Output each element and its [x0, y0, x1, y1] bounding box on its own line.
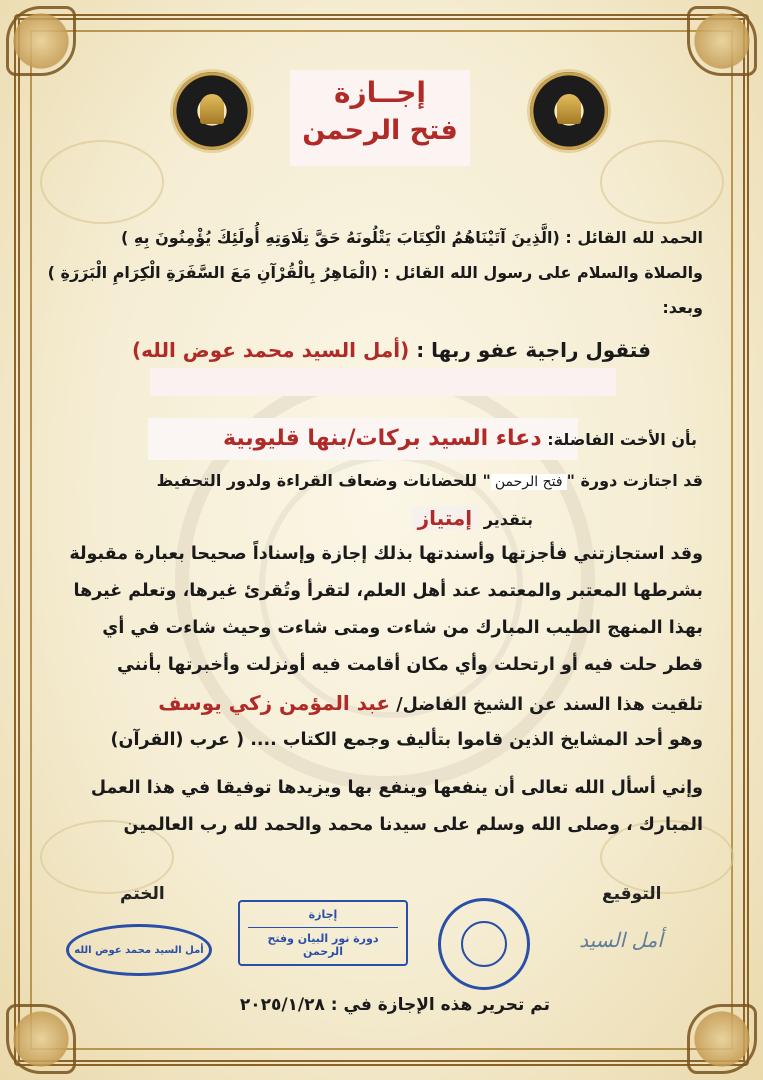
- issue-date-line: [230, 995, 550, 1015]
- issue-date: ٢٠٢٥/١/٢٨: [239, 995, 325, 1015]
- school-round-stamp: [438, 898, 530, 990]
- body-line-3: بهذا المنهج الطيب المبارك من شاءت ومتى شاءت وحيث شاءت في أي: [102, 618, 703, 638]
- body-line-5: [158, 691, 703, 715]
- school-logo-right: [530, 72, 608, 150]
- preamble-line-1: الحمد لله القائل : (الَّذِينَ آتَيْنَاهُمُ الْكِتَابَ يَتْلُونَهُ حَقَّ تِلَاوَتِهِ أُولَئِكَ يُؤْمِنُونَ بِهِ ): [120, 228, 703, 247]
- body-line-4: قطر حلت فيه أو ارتحلت وأي مكان أقامت فيه أونزلت وأخبرتها بأنني: [117, 655, 703, 675]
- grade-line: [412, 506, 533, 530]
- background-swirl: [600, 140, 724, 224]
- course-suffix: " للحضانات وضعاف القراءة ولدور التحفيظ: [156, 471, 491, 490]
- corner-ornament-top-right: [687, 6, 757, 76]
- student-line: [223, 426, 697, 451]
- student-prefix: بأن الأخت الفاضلة:: [547, 430, 697, 449]
- body-line-1: وقد استجازتني فأجزتها وأسندتها بذلك إجازة وإسناداً صحيحا بعبارة مقبولة: [69, 544, 703, 564]
- course-stamp-line-2: دورة نور البيان وفتح الرحمن: [248, 927, 398, 958]
- body-line-7: وإني أسأل الله تعالى أن ينفعها وينفع بها ويزيدها توفيقا في هذا العمل: [90, 778, 703, 798]
- body-line-8: المبارك ، وصلى الله وسلم على سيدنا محمد والحمد لله رب العالمين: [123, 815, 703, 835]
- sheikh-name: عبد المؤمن زكي يوسف: [158, 691, 391, 715]
- sheikh-prefix: تلقيت هذا السند عن الشيخ الفاضل/: [396, 695, 703, 715]
- highlight-bar: [150, 368, 616, 396]
- title-line-1: إجــازة: [333, 76, 427, 109]
- date-prefix: تم تحرير هذه الإجازة في :: [330, 995, 550, 1015]
- signature-label: التوقيع: [602, 884, 662, 904]
- teacher-name: (أمل السيد محمد عوض الله): [132, 338, 410, 362]
- corner-ornament-top-left: [6, 6, 76, 76]
- course-name: فتح الرحمن: [491, 474, 567, 490]
- preamble-line-2: والصلاة والسلام على رسول الله القائل : (الْمَاهِرُ بِالْقُرْآنِ مَعَ السَّفَرَةِ الْكِرَامِ الْبَرَرَةِ ): [47, 263, 703, 282]
- course-prefix: قد اجتازت دورة ": [566, 471, 703, 490]
- corner-ornament-bottom-right: [687, 1004, 757, 1074]
- grade-prefix: بتقدير: [483, 510, 533, 529]
- teacher-line: [132, 338, 651, 362]
- teacher-prefix: فتقول راجية عفو ربها :: [416, 338, 651, 362]
- body-line-2: بشرطها المعتبر والمعتمد عند أهل العلم، لتقرأ وتُقرئ غيرها، وتعلم غيرها: [73, 581, 703, 601]
- seal-oval-text: أمل السيد محمد عوض الله: [74, 944, 204, 956]
- course-stamp: [238, 900, 408, 966]
- course-line: [157, 471, 703, 490]
- seal-stamp-oval: [66, 924, 212, 976]
- body-line-6: وهو أحد المشايخ الذين قاموا بتأليف وجمع الكتاب .... ( عرب (القرآن): [110, 730, 703, 750]
- handwritten-signature: أمل السيد: [579, 928, 663, 952]
- preamble-line-3: وبعد:: [662, 298, 703, 317]
- student-name: دعاء السيد بركات/بنها قليوبية: [223, 426, 542, 451]
- school-logo-left: [173, 72, 251, 150]
- seal-label: الختم: [120, 884, 165, 904]
- background-swirl: [40, 140, 164, 224]
- certificate-title: [290, 70, 470, 166]
- course-stamp-line-1: إجازة: [308, 908, 338, 921]
- grade-value: إمتياز: [417, 506, 473, 530]
- title-line-2: فتح الرحمن: [302, 115, 458, 146]
- corner-ornament-bottom-left: [6, 1004, 76, 1074]
